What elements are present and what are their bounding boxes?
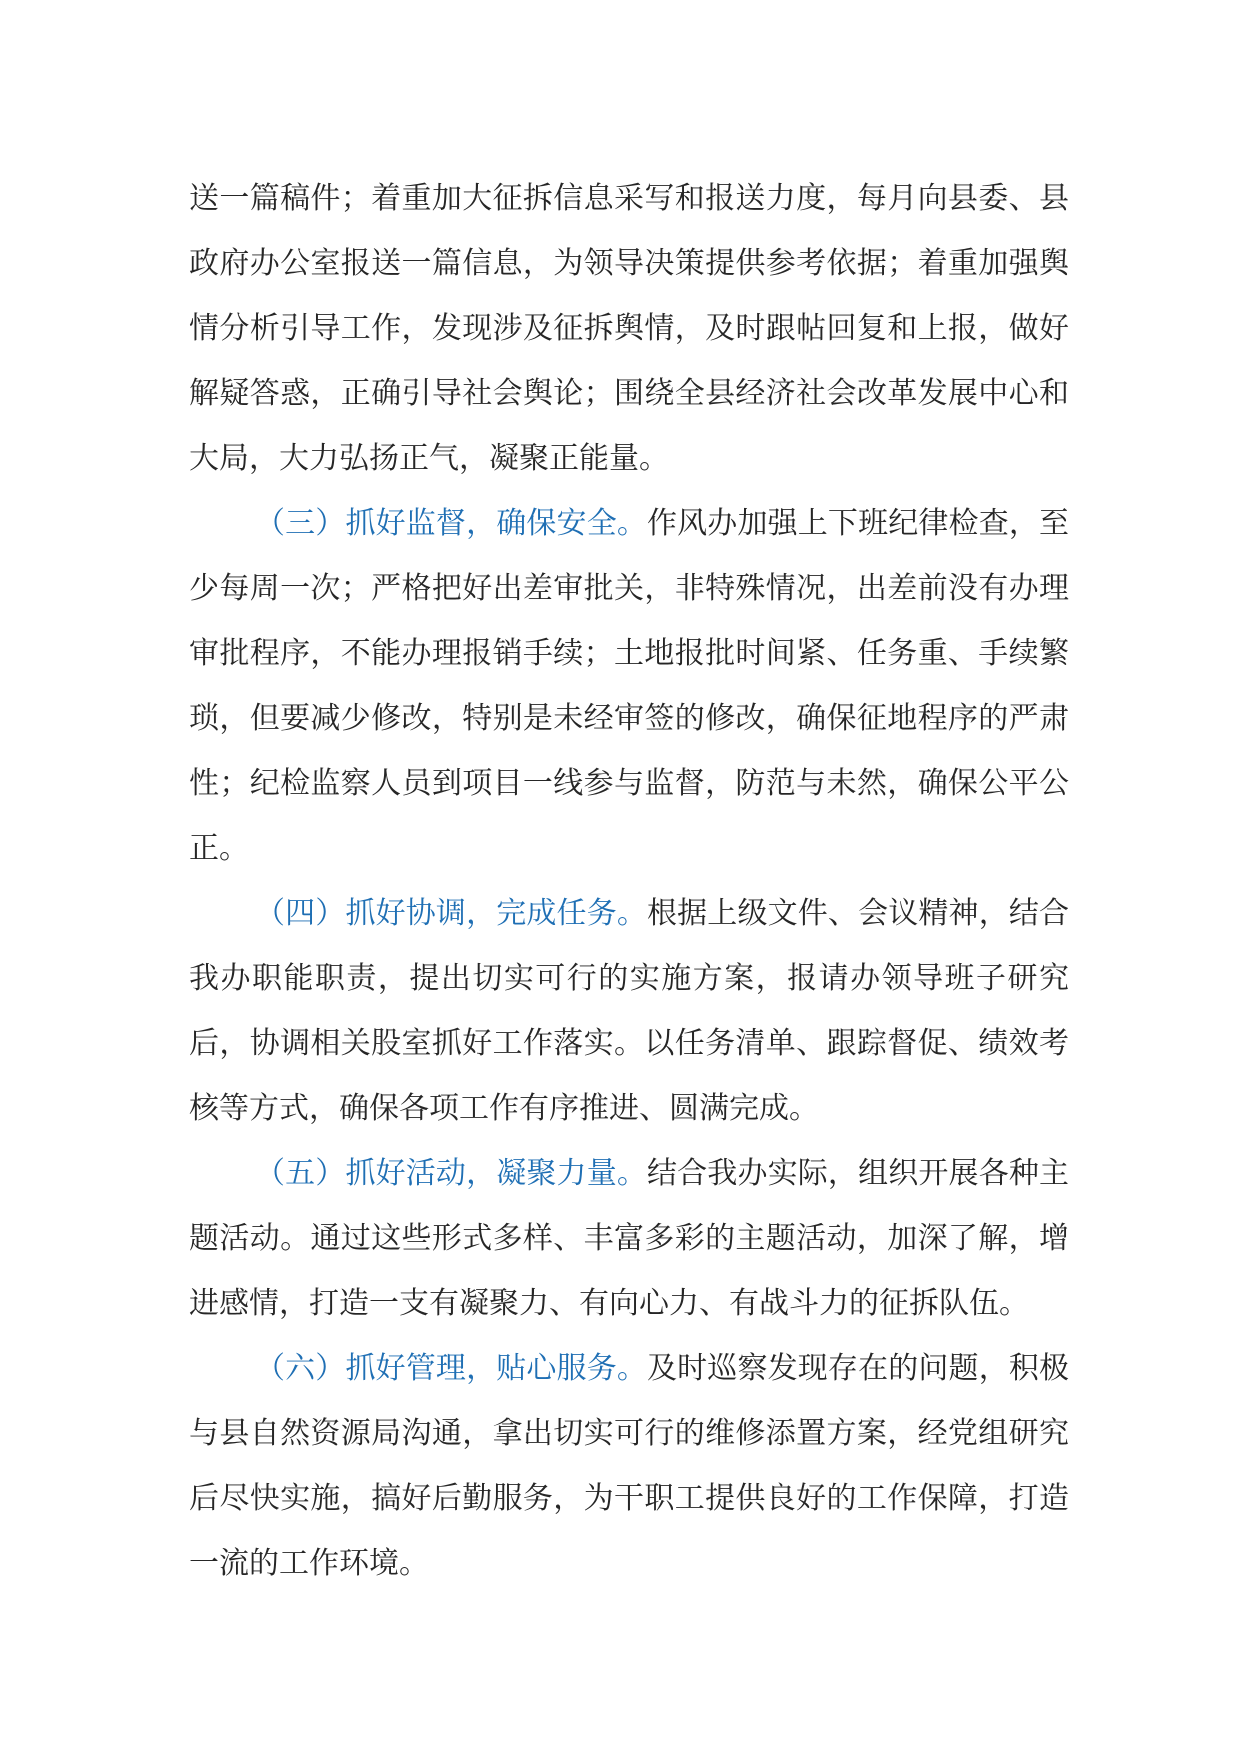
section-heading: （五）抓好活动，凝聚力量。 <box>255 1156 647 1191</box>
section-heading: （四）抓好协调，完成任务。 <box>255 896 647 931</box>
paragraph-section-3 <box>189 491 1069 881</box>
section-heading: （三）抓好监督，确保安全。 <box>255 506 647 541</box>
document-body <box>189 166 1069 1596</box>
paragraph-text: 作风办加强上下班纪律检查，至少每周一次；严格把好出差审批关，非特殊情况，出差前没有办理审批程序，不能办理报销手续；土地报批时间紧、任务重、手续繁琐，但要减少修改，特别是未经审签的修改，确保征地程序的严肃性；纪检监察人员到项目一线参与监督，防范与未然，确保公平公正。 <box>189 506 1069 866</box>
paragraph-text: 及时巡察发现存在的问题，积极与县自然资源局沟通，拿出切实可行的维修添置方案，经党组研究后尽快实施，搞好后勤服务，为干职工提供良好的工作保障，打造一流的工作环境。 <box>189 1351 1069 1581</box>
paragraph-section-6 <box>189 1336 1069 1596</box>
paragraph-text: 送一篇稿件；着重加大征拆信息采写和报送力度，每月向县委、县政府办公室报送一篇信息，为领导决策提供参考依据；着重加强舆情分析引导工作，发现涉及征拆舆情，及时跟帖回复和上报，做好解疑答惑，正确引导社会舆论；围绕全县经济社会改革发展中心和大局，大力弘扬正气，凝聚正能量。 <box>189 181 1069 476</box>
paragraph-section-5 <box>189 1141 1069 1336</box>
paragraph-text: 根据上级文件、会议精神，结合我办职能职责，提出切实可行的实施方案，报请办领导班子研究后，协调相关股室抓好工作落实。以任务清单、跟踪督促、绩效考核等方式，确保各项工作有序推进、圆满完成。 <box>189 896 1069 1126</box>
paragraph-continuation <box>189 166 1069 491</box>
paragraph-section-4 <box>189 881 1069 1141</box>
section-heading: （六）抓好管理，贴心服务。 <box>255 1351 647 1386</box>
paragraph-text: 结合我办实际，组织开展各种主题活动。通过这些形式多样、丰富多彩的主题活动，加深了解，增进感情，打造一支有凝聚力、有向心力、有战斗力的征拆队伍。 <box>189 1156 1069 1321</box>
